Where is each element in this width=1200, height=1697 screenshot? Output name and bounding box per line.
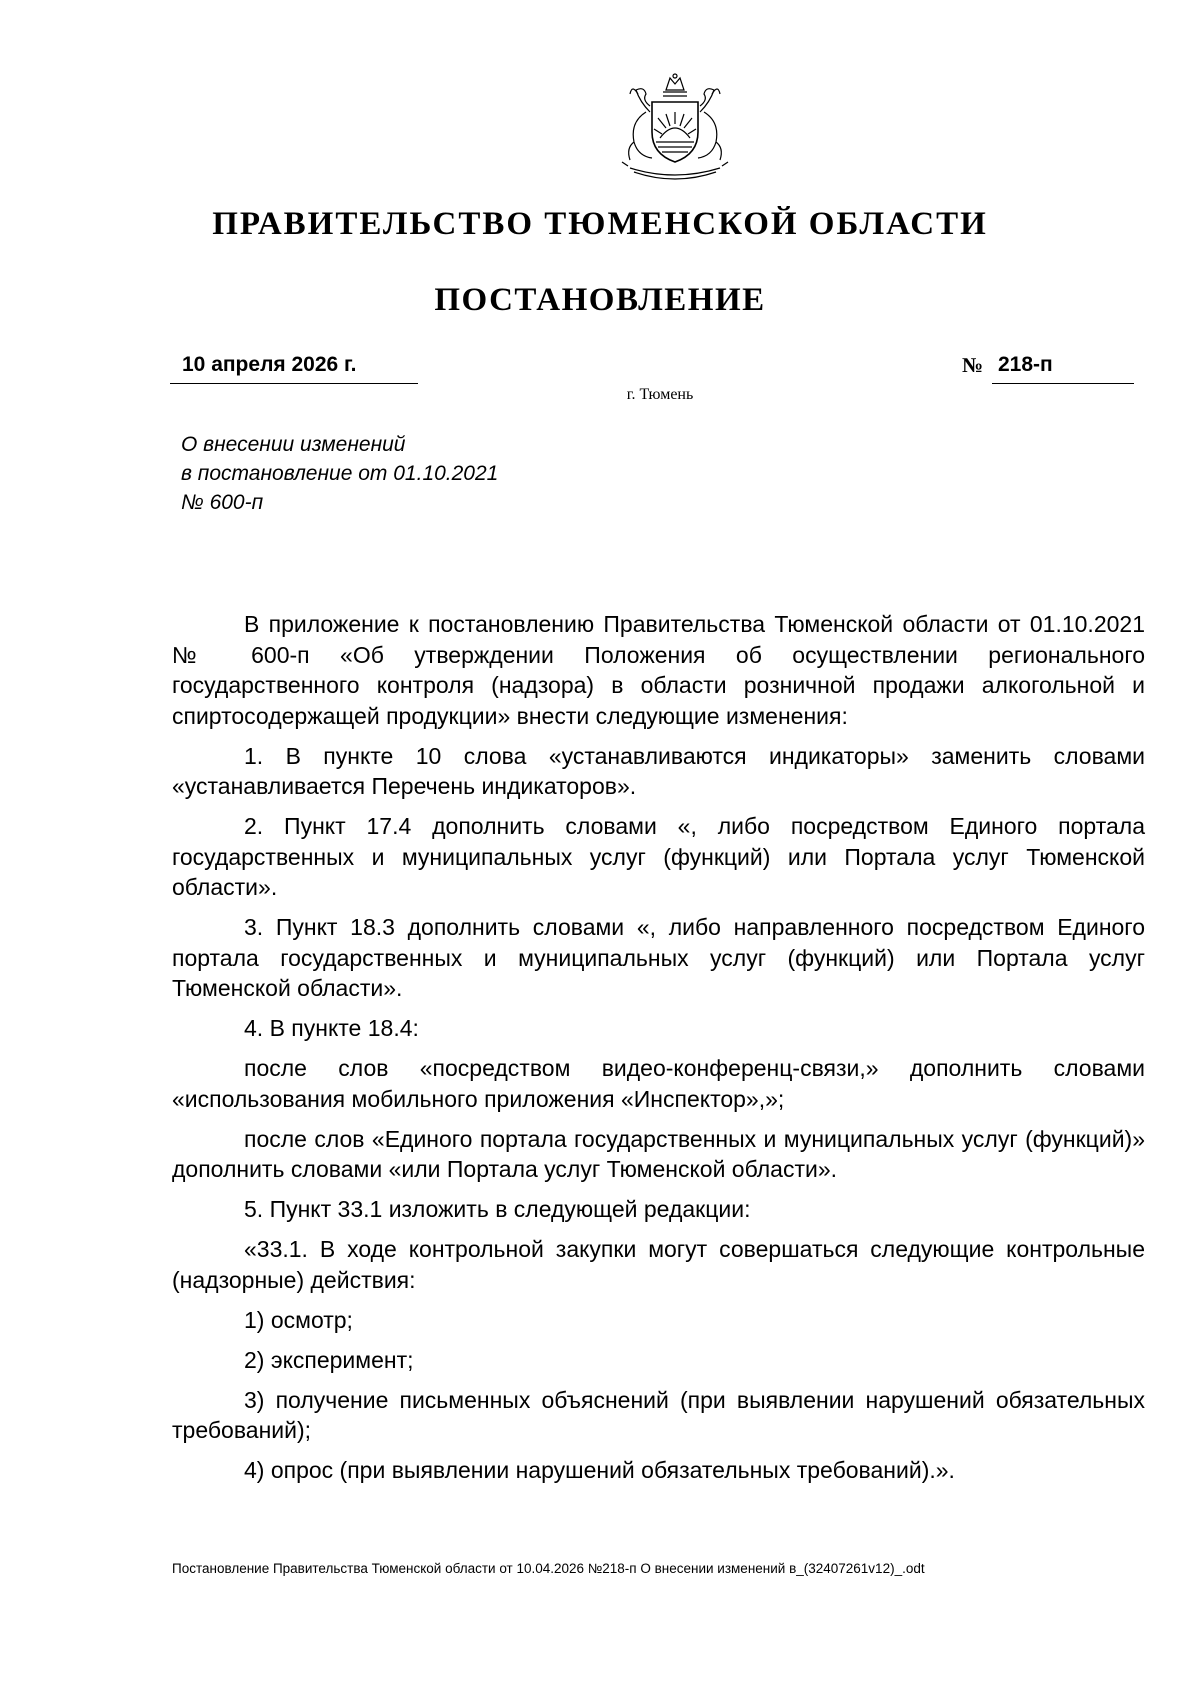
body-paragraph: после слов «посредством видео-конференц-связи,» дополнить словами «использования мобильного приложения «Инспектор»,»; [172,1055,1145,1112]
body-paragraph: 3. Пункт 18.3 дополнить словами «, либо направленного посредством Единого портала государственных и муниципальных услуг (функций) или Портала услуг Тюменской области». [172,914,1145,1001]
document-number-field [992,353,1134,384]
body-paragraph: 1. В пункте 10 слова «устанавливаются индикаторы» заменить словами «устанавливается Перечень индикаторов». [172,742,1145,799]
body-paragraph: 2. Пункт 17.4 дополнить словами «, либо посредством Единого портала государственных и муниципальных услуг (функций) или Портала услуг Тюменской области». [172,813,1145,900]
document-body [172,609,1145,1495]
city-label: г. Тюмень [626,386,694,403]
document-number: 218-п [998,353,1053,376]
document-date-field [170,353,418,384]
body-paragraph: 4) опрос (при выявлении нарушений обязательных требований).». [244,1457,955,1483]
body-paragraph: В приложение к постановлению Правительства Тюменской области от 01.10.2021 № 600-п «Об утверждении Положения об осуществлении регионального государственного контроля (надзора) в области розничной продажи алкогольной и спиртосодержащей продукции» внести следующие изменения: [172,611,1145,729]
body-paragraph: после слов «Единого портала государственных и муниципальных услуг (функций)» дополнить словами «или Портала услуг Тюменской области». [172,1125,1145,1182]
body-paragraph: 2) эксперимент; [244,1346,414,1373]
number-sign: № [962,353,984,377]
subject-line: О внесении изменений [181,433,406,456]
body-paragraph: 4. В пункте 18.4: [244,1015,419,1041]
body-paragraph: 3) получение письменных объяснений (при выявлении нарушений обязательных требований); [172,1386,1145,1443]
body-paragraph: 1) осмотр; [244,1306,353,1333]
subject-line: № 600-п [181,491,264,514]
page-footer: Постановление Правительства Тюменской области от 10.04.2026 №218-п О внесении изменений в_(32407261v12)_.odt [172,1561,925,1576]
document-subject [181,430,701,517]
body-paragraph: 5. Пункт 33.1 изложить в следующей редакции: [244,1196,751,1222]
organization-title: ПРАВИТЕЛЬСТВО ТЮМЕНСКОЙ ОБЛАСТИ [212,206,988,242]
document-type-title: ПОСТАНОВЛЕНИЕ [434,282,766,318]
document-date: 10 апреля 2026 г. [182,353,357,376]
tyumen-oblast-coat-of-arms-icon [600,72,750,192]
body-paragraph: «33.1. В ходе контрольной закупки могут совершаться следующие контрольные (надзорные) действия: [172,1236,1145,1293]
subject-line: в постановление от 01.10.2021 [181,462,499,485]
